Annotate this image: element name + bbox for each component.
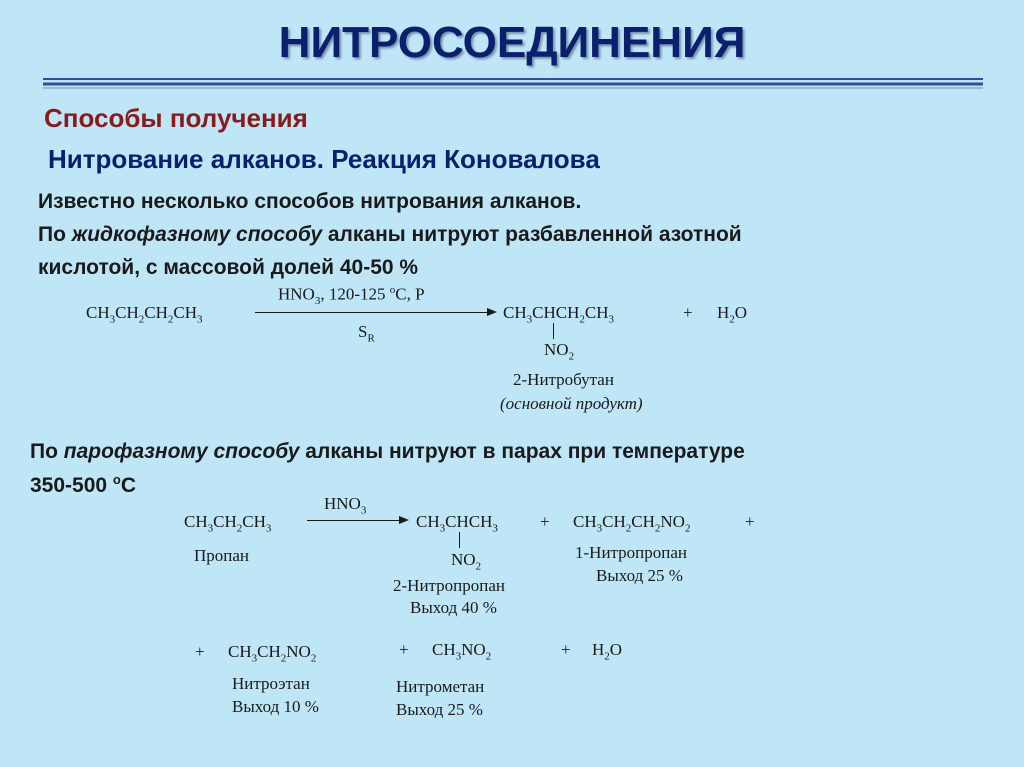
plus-sign: + — [745, 512, 755, 531]
product-note: (основной продукт) — [500, 394, 643, 413]
product-formula: $CH_3CHCH_2CH_3$ — [503, 303, 614, 326]
product-yield: Выход 25 % — [596, 566, 683, 585]
mechanism-label: $S_R$ — [358, 322, 375, 345]
water-formula: $H_2O$ — [592, 640, 623, 663]
emphasis: парофазному способу — [63, 440, 300, 463]
product-name: Нитрометан — [396, 677, 485, 696]
plus-sign: + — [561, 640, 571, 659]
product-nitromethane: $CH_3NO_2$ — [432, 640, 492, 663]
product-nitroethane: $CH_3CH_2NO_2$ — [228, 642, 317, 665]
reaction-arrow — [255, 312, 495, 313]
substituent-no2: $NO_2$ — [544, 340, 575, 363]
paragraph-line: 350-500 $^o$C — [30, 472, 137, 497]
subsection-heading: Нитрование алканов. Реакция Коновалова — [48, 144, 600, 174]
bond-line — [459, 532, 460, 548]
emphasis: жидкофазному способу — [71, 223, 323, 246]
product-1-nitropropane: $CH_3CH_2CH_2NO_2$ — [573, 512, 691, 535]
page-title: НИТРОСОЕДИНЕНИЯ — [278, 18, 746, 67]
product-2-nitropropane: $CH_3CHCH_3$ — [416, 512, 498, 535]
product-name: 2-Нитропропан — [393, 576, 506, 595]
reactant-propane: $CH_3CH_2CH_3$ — [184, 512, 272, 535]
reaction-arrow — [307, 520, 407, 521]
plus-sign: + — [540, 512, 550, 531]
product-name: Нитроэтан — [232, 674, 310, 693]
product-yield: Выход 25 % — [396, 700, 483, 719]
plus-sign: + — [195, 642, 205, 661]
paragraph-line: По жидкофазному способу алканы нитруют разбавленной азотной — [38, 223, 742, 246]
title-divider — [43, 76, 983, 90]
reaction-conditions: $HNO_3$ — [324, 494, 367, 517]
paragraph-line: кислотой, с массовой долей 40-50 % — [38, 256, 419, 279]
product-name: 2-Нитробутан — [513, 370, 614, 389]
plus-sign: + — [399, 640, 409, 659]
substituent-no2: $NO_2$ — [451, 550, 482, 573]
reactant-name: Пропан — [194, 546, 250, 565]
reaction-conditions: $HNO_3$, 120-125 $^o$C, P — [278, 284, 425, 308]
paragraph-line: По парофазному способу алканы нитруют в парах при температуре — [30, 440, 745, 463]
paragraph-line: Известно несколько способов нитрования алканов. — [38, 190, 582, 213]
reactant-butane: $CH_3CH_2CH_2CH_3$ — [86, 303, 203, 326]
product-yield: Выход 10 % — [232, 697, 319, 716]
water-formula: $H_2O$ — [717, 303, 748, 326]
section-heading: Способы получения — [44, 103, 308, 133]
product-yield: Выход 40 % — [410, 598, 497, 617]
product-name: 1-Нитропропан — [575, 543, 688, 562]
bond-line — [553, 323, 554, 339]
plus-sign: + — [683, 303, 693, 322]
